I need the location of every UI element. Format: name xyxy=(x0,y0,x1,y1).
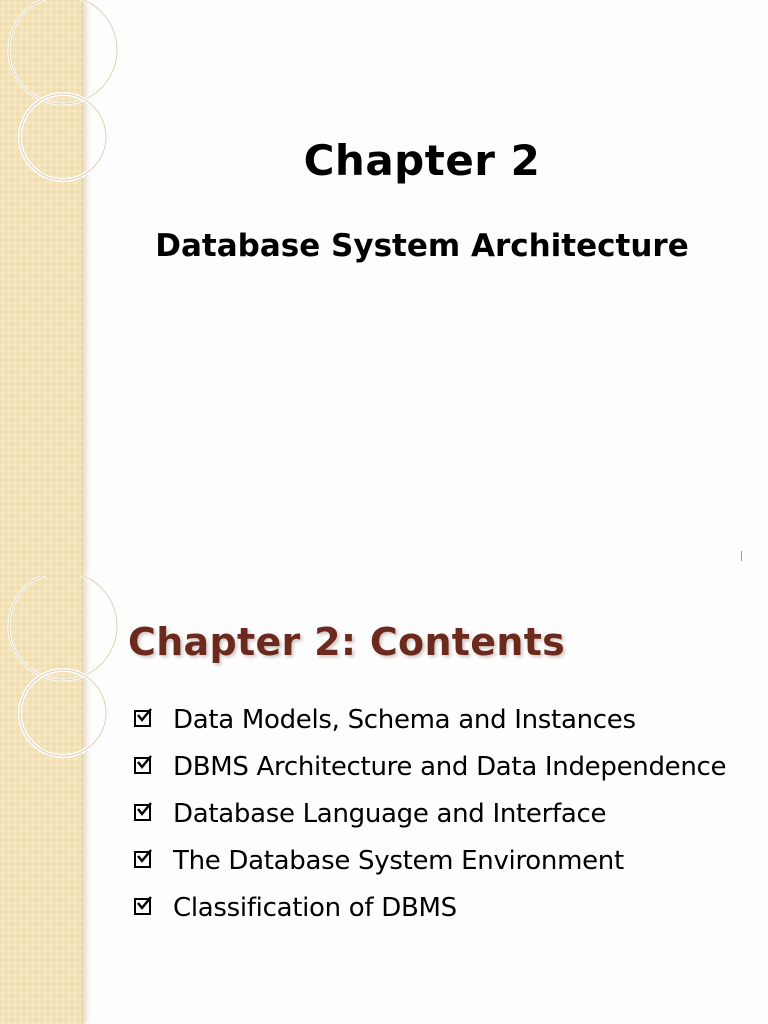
list-item xyxy=(134,700,754,740)
slide-title: Chapter 2 xyxy=(303,136,541,185)
list-item-text: Classification of DBMS xyxy=(173,893,457,923)
contents-heading: Chapter 2: Contents xyxy=(128,620,566,664)
checked-box-icon xyxy=(134,710,151,727)
list-item xyxy=(134,794,754,834)
checked-box-icon xyxy=(134,851,151,868)
checked-box-icon xyxy=(134,898,151,915)
list-item-text: The Database System Environment xyxy=(173,846,624,876)
decorative-rings-icon xyxy=(0,576,120,776)
checked-box-icon xyxy=(134,757,151,774)
list-item xyxy=(134,841,754,881)
list-item xyxy=(134,888,754,928)
checked-box-icon xyxy=(134,804,151,821)
list-item xyxy=(134,747,754,787)
list-item-text: Database Language and Interface xyxy=(173,799,607,829)
slide-subtitle: Database System Architecture xyxy=(155,228,689,264)
list-item-text: DBMS Architecture and Data Independence xyxy=(173,752,727,782)
list-item-text: Data Models, Schema and Instances xyxy=(173,705,636,735)
contents-slide xyxy=(0,576,768,1024)
contents-list xyxy=(134,700,754,935)
slide-divider-marker xyxy=(741,551,742,561)
